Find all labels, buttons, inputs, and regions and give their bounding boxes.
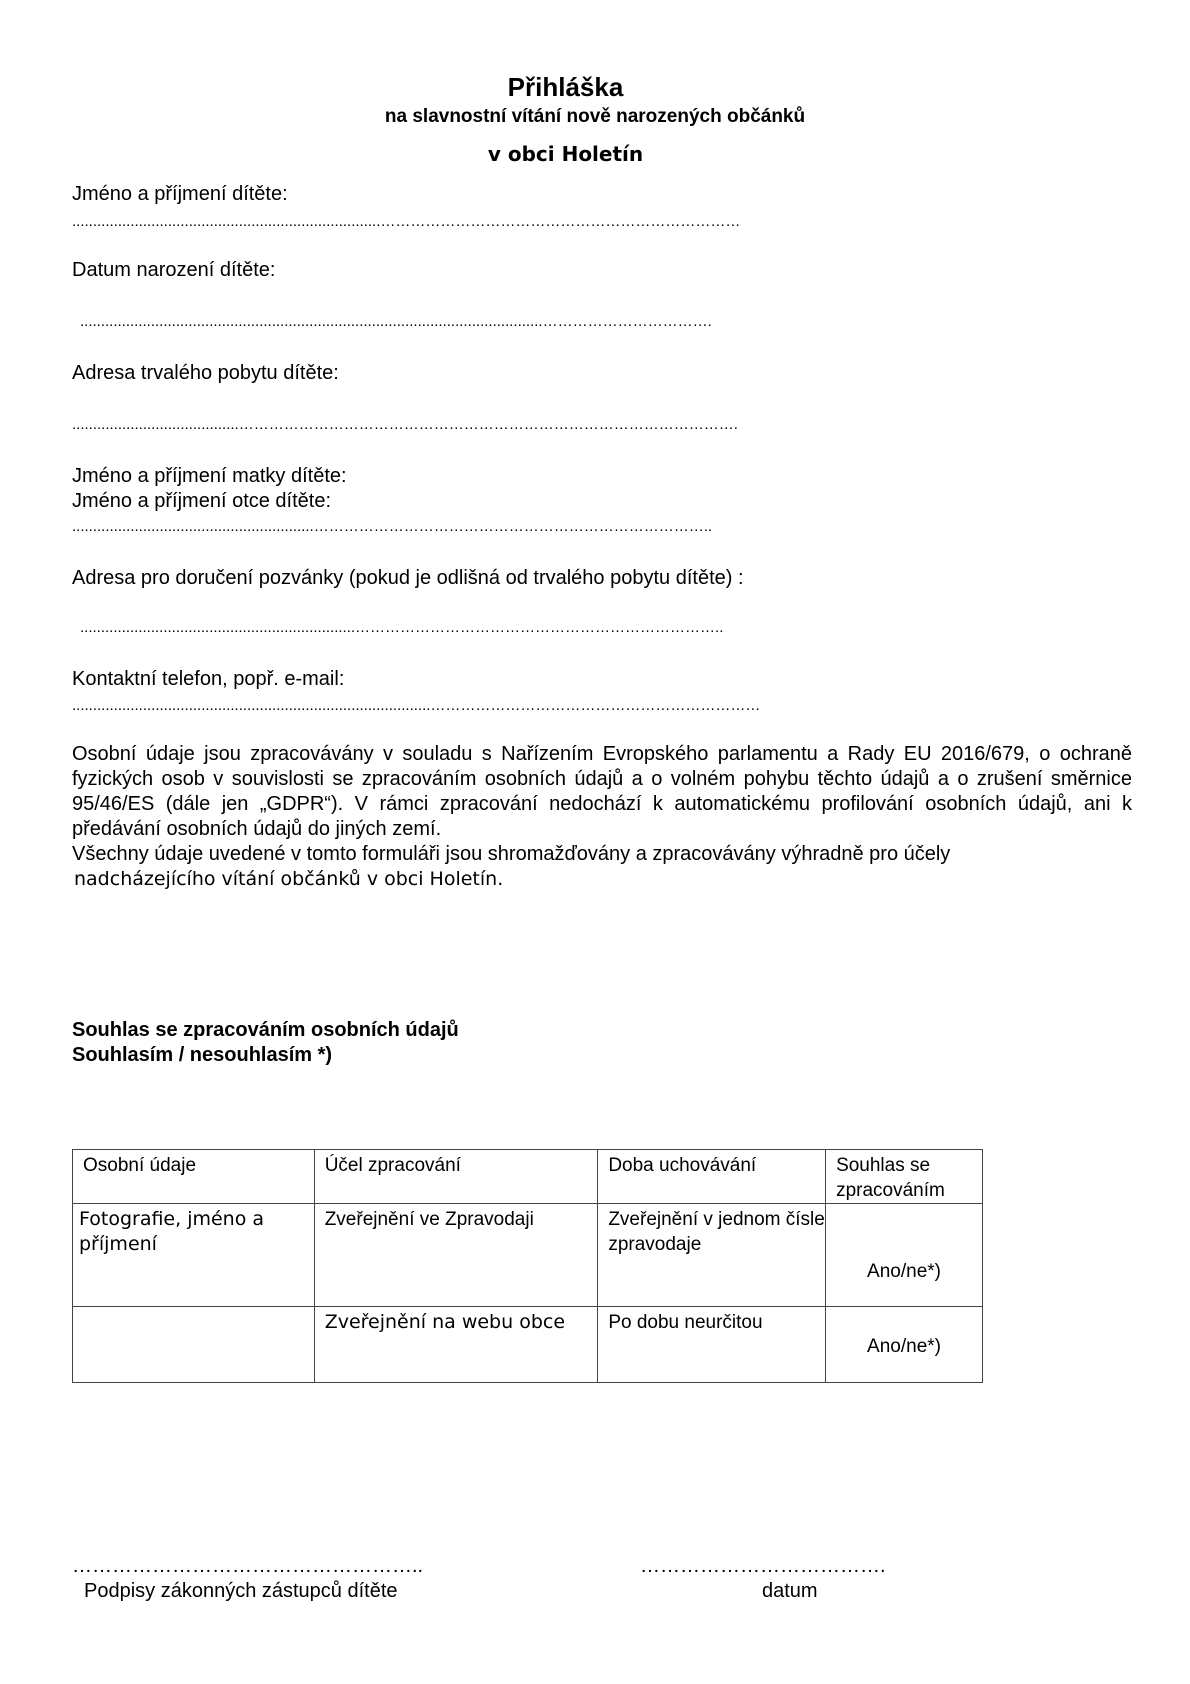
table-header: Účel zpracování [314,1150,598,1204]
address-line[interactable]: ........................................………………………………………………………………………………………. [72,416,738,433]
consent-table [72,1149,983,1383]
father-name-label: Jméno a příjmení otce dítěte: [72,490,332,512]
table-header: Doba uchovávání [598,1150,826,1204]
gdpr-paragraph: Osobní údaje jsou zpracovávány v souladu s Nařízením Evropského parlamentu a Rady EU 2016/679, o ochraně fyzických osob v souvislosti se zpracováním osobních údajů a o volném pohybu těchto údajů a o zrušení směrnice 95/46/ES (dále jen „GDPR“). V rámci zpracování nedochází k automatickému profilování osobních údajů, ani k předávání osobních údajů do jiných zemí. [72,743,1132,840]
table-header-row [73,1150,983,1204]
table-row [73,1204,983,1307]
parents-line[interactable]: ..........................................................…………………………………………………………………….. [72,518,713,535]
consent-choice[interactable]: Souhlasím / nesouhlasím *) [72,1044,333,1066]
table-cell: Po dobu neurčitou [598,1307,826,1383]
consent-cell[interactable] [826,1307,983,1383]
form-subtitle-location: v obci Holetín [487,142,644,166]
birth-date-line[interactable]: ...............................................................................................................……………………………. [80,313,712,330]
birth-date-label: Datum narození dítěte: [72,259,276,281]
gdpr-purpose: Všechny údaje uvedené v tomto formuláři jsou shromažďovány a zpracovávány výhradně pro účely [72,843,951,865]
table-header: Osobní údaje [73,1150,315,1204]
signature-label: Podpisy zákonných zástupců dítěte [84,1580,398,1602]
gdpr-purpose-end: nadcházejícího vítání občánků v obci Holetín. [74,868,504,890]
mother-name-label: Jméno a příjmení matky dítěte: [72,465,347,487]
contact-label: Kontaktní telefon, popř. e-mail: [72,668,345,690]
contact-line[interactable]: ......................................................................................………………………………………………………… [72,697,761,714]
date-label: datum [762,1580,818,1602]
date-line[interactable]: ………………………………. [640,1555,886,1577]
consent-cell[interactable] [826,1204,983,1307]
table-row [73,1307,983,1383]
signature-line[interactable]: …………………………………………….. [72,1555,424,1577]
address-label: Adresa trvalého pobytu dítěte: [72,362,339,384]
delivery-address-label: Adresa pro doručení pozvánky (pokud je odlišná od trvalého pobytu dítěte) : [72,567,744,589]
table-cell: Zveřejnění ve Zpravodaji [314,1204,598,1307]
form-subtitle: na slavnostní vítání nově narozených občánků [384,106,806,127]
table-cell: Zveřejnění v jednom čísle zpravodaje [598,1204,826,1307]
consent-heading: Souhlas se zpracováním osobních údajů [72,1019,459,1041]
child-name-label: Jméno a příjmení dítěte: [72,183,288,205]
child-name-line[interactable]: ..........................................................................……………………………………………………………… [72,213,741,230]
form-title: Přihláška [507,72,624,102]
consent-yes-no[interactable]: Ano/ne*) [867,1261,941,1282]
consent-yes-no[interactable]: Ano/ne*) [867,1335,941,1357]
table-header: Souhlas se zpracováním [826,1150,983,1204]
gdpr-notice [72,742,1132,892]
table-cell [73,1307,315,1383]
table-cell: Fotografie, jméno a příjmení [73,1204,315,1307]
delivery-address-line[interactable]: ..................................................................……………………………………………………………….. [80,619,724,636]
table-cell: Zveřejnění na webu obce [314,1307,598,1383]
